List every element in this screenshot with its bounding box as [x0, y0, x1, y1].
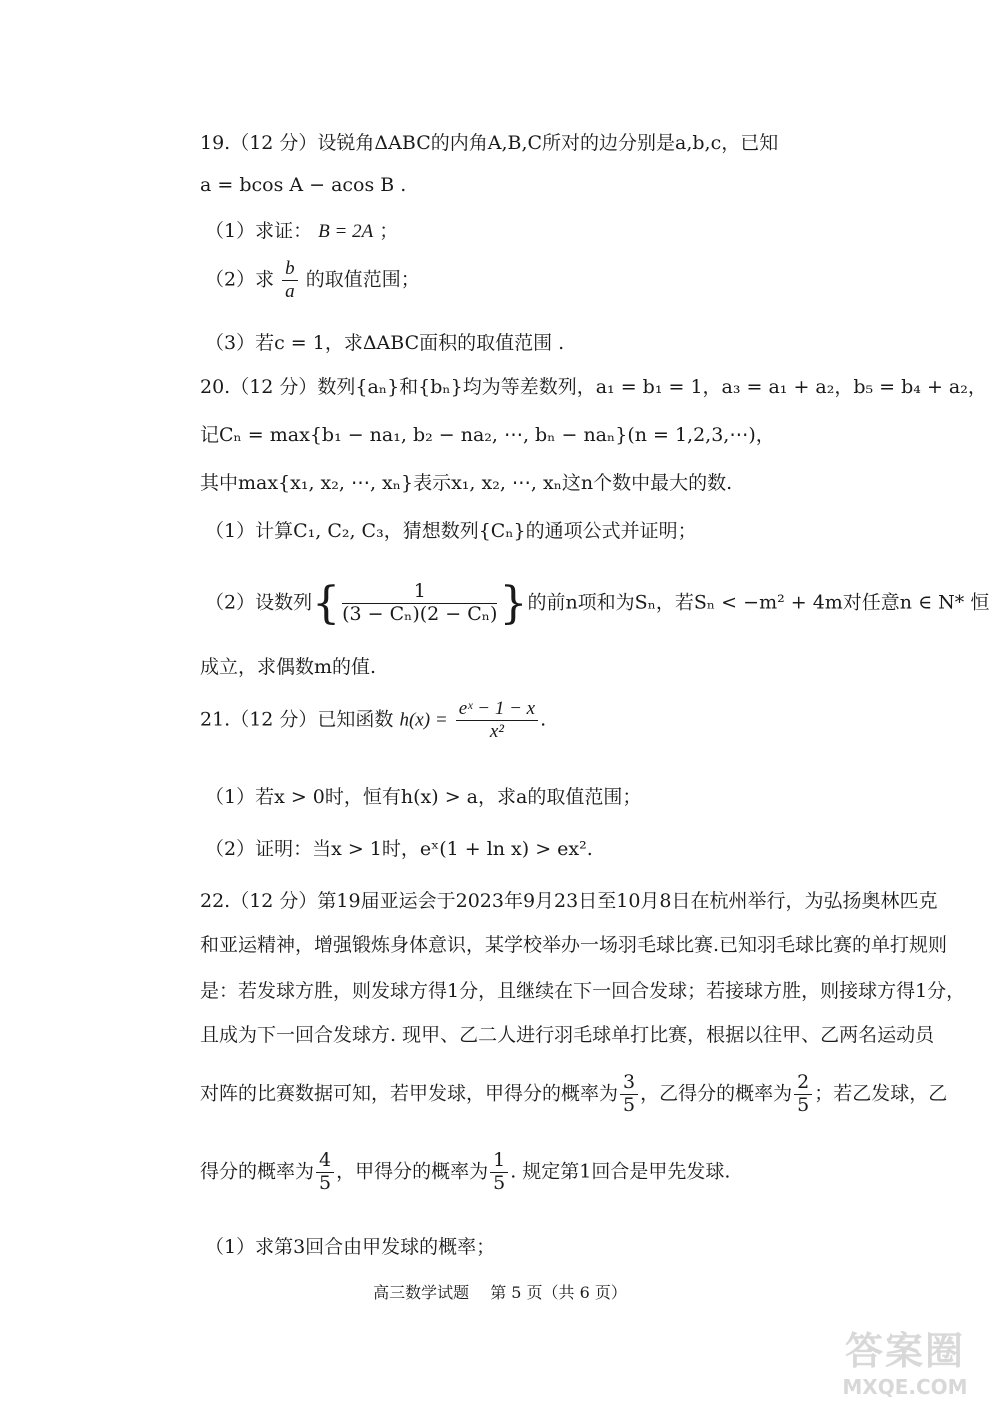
q21-function-lhs: h(x) = [399, 709, 448, 731]
q20-max-note: 其中max{x₁, x₂, ⋯, xₙ}表示x₁, x₂, ⋯, xₙ这n个数中最大的数. [200, 472, 733, 494]
q22-line5 [200, 1072, 947, 1117]
q19-part2-end: 的取值范围； [305, 268, 420, 291]
q22-line5-text-c: ；若乙发球，乙 [814, 1082, 948, 1105]
q22-line6-text-b: ，甲得分的概率为 [336, 1160, 489, 1183]
q19-part3: （3）若c = 1，求ΔABC面积的取值范围 . [205, 332, 565, 354]
q20-part2: （2）设数列{ $\frac{1}{\text{(3 − Cₙ)(2 − Cₙ)}}$ }的前n项和为Sₙ，若Sₙ < −m² + 4m对任意n ∈ N* 恒 [205, 578, 990, 629]
q22-line5-text-a: 对阵的比赛数据可知，若甲发球，甲得分的概率为 [200, 1082, 619, 1105]
q19-header: 19.（12 分）设锐角ΔABC的内角A,B,C所对的边分别是a,b,c，已知 [200, 132, 779, 154]
watermark-logo: 答案圈 [844, 1329, 965, 1373]
q20-header: 20.（12 分）数列{aₙ}和{bₙ}均为等差数列，a₁ = b₁ = 1，a₃ = a₁ + a₂，b₅ = b₄ + a₂， [200, 376, 987, 398]
q20-part1: （1）计算C₁, C₂, C₃，猜想数列{Cₙ}的通项公式并证明； [205, 520, 697, 542]
q22-line5-text-b: ，乙得分的概率为 [640, 1082, 793, 1105]
q22-line6-text-c: . 规定第1回合是甲先发球. [510, 1160, 731, 1183]
footer-page-number: 第 5 页（共 6 页） [490, 1283, 627, 1302]
q22-line6-text-a: 得分的概率为 [200, 1160, 315, 1183]
watermark-url: MXQE.COM [842, 1375, 968, 1399]
q21-header-text: 21.（12 分）已知函数 [200, 708, 394, 731]
q22-line3: 是：若发球方胜，则发球方得1分，且继续在下一回合发球；若接球方胜，则接球方得1分， [200, 980, 966, 1002]
footer-subject: 高三数学试题 [373, 1283, 470, 1302]
q19-condition: a = bcos A − acos B . [200, 174, 407, 196]
q21-header: 21.（12 分）已知函数 h(x) = $\frac{\text{eˣ − 1 − x}}{\text{x²}}$ . [200, 698, 547, 742]
q21-part2: （2）证明：当x > 1时，eˣ(1 + ln x) > ex². [205, 838, 593, 860]
q19-part1-end: ； [379, 220, 399, 242]
q22-part1: （1）求第3回合由甲发球的概率； [205, 1236, 496, 1258]
q20-part2-label: （2）设数列 [205, 591, 313, 614]
q20-sequence-fraction: $\frac{1}{\text{(3 − Cₙ)(2 − Cₙ)}}$ [342, 580, 498, 625]
q22-line1: 22.（12 分）第19届亚运会于2023年9月23日至10月8日在杭州举行，为弘扬奥林匹克 [200, 890, 938, 912]
watermark [830, 1320, 980, 1405]
q19-part1 [205, 216, 398, 243]
q19-part1-expr: B = 2A [318, 221, 374, 242]
q20-part2-rest: 的前n项和为Sₙ，若Sₙ < −m² + 4m对任意n ∈ N* 恒 [527, 591, 990, 614]
q22-fraction-4-5: $\frac{4}{5}$ [316, 1150, 334, 1195]
q20-definition: 记Cₙ = max{b₁ − na₁, b₂ − na₂, ⋯, bₙ − naₙ}(n = 1,2,3,⋯)， [200, 424, 775, 446]
q19-part1-label: （1）求证： [205, 220, 313, 242]
q19-part2 [205, 258, 420, 303]
q20-part2-continued: 成立，求偶数m的值. [200, 656, 377, 678]
q22-line2: 和亚运精神，增强锻炼身体意识，某学校举办一场羽毛球比赛.已知羽毛球比赛的单打规则 [200, 934, 948, 956]
q19-fraction-b-over-a: $\frac{b}{a}$ [282, 258, 298, 303]
q19-part2-label: （2）求 [205, 268, 275, 291]
q22-line4: 且成为下一回合发球方. 现甲、乙二人进行羽毛球单打比赛，根据以往甲、乙两名运动员 [200, 1024, 935, 1046]
page-footer [0, 1280, 1000, 1303]
q22-line6 [200, 1150, 730, 1195]
q22-fraction-3-5: $\frac{3}{5}$ [620, 1072, 638, 1117]
q22-fraction-1-5: $\frac{1}{5}$ [490, 1150, 508, 1195]
q21-function-fraction: $\frac{\text{eˣ − 1 − x}}{\text{x²}}$ [456, 698, 538, 743]
q21-part1: （1）若x > 0时，恒有h(x) > a，求a的取值范围； [205, 786, 642, 808]
q22-fraction-2-5: $\frac{2}{5}$ [794, 1072, 812, 1117]
